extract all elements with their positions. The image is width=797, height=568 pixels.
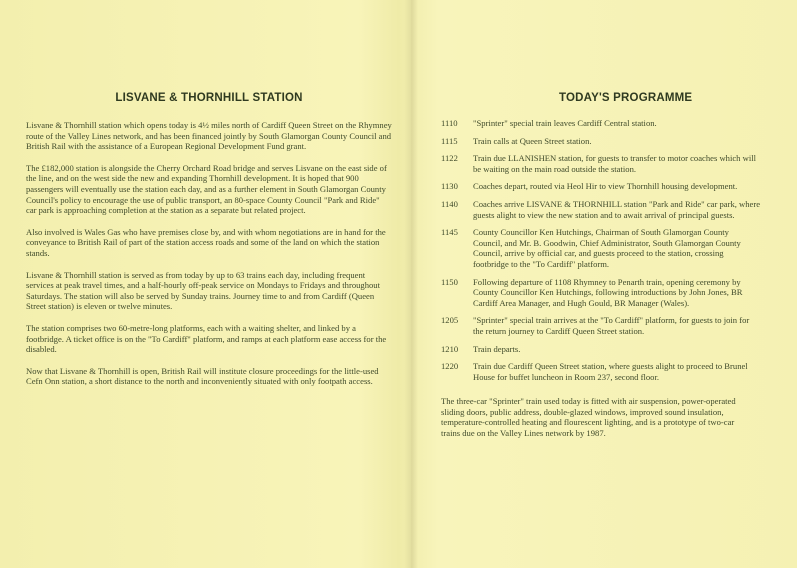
description-line: "Sprinter" special train arrives at the "To Cardiff" platform, for guests to join for <box>473 315 750 326</box>
paragraph-platforms: The station comprises two 60-metre-long platforms, each with a waiting shelter, and linked by a footbridge. A ticket office is on the "To Cardiff" platform, and ramps at each platform ease access for the disabled. <box>26 322 387 355</box>
page-fold <box>404 0 418 568</box>
programme-description <box>473 277 797 309</box>
programme-description <box>473 344 797 355</box>
description-line: guests alight to view the new station and to await arrival of principal guests. <box>473 209 735 220</box>
paragraph-wales-gas: Also involved is Wales Gas who have premises close by, and with whom negotiations are in hand for the conveyance to British Rail of part of the station access roads and some of the land on which the station stands. <box>26 226 386 258</box>
left-page <box>26 92 392 398</box>
programme-time: 1130 <box>441 181 458 192</box>
station-title: LISVANE & THORNHILL STATION <box>115 92 303 104</box>
programme-description <box>473 118 797 129</box>
description-line: Following departure of 1108 Rhymney to Penarth train, opening ceremony by <box>473 276 741 287</box>
description-line: Train due LLANISHEN station, for guests to transfer to motor coaches which will <box>473 153 756 164</box>
note-line: trains due on the Valley Lines network by 1987. <box>441 428 606 439</box>
paragraph-services: Lisvane & Thornhill station is served as from today by up to 63 trains each day, including frequent services at peak travel times, and a half-hourly off-peak service on Mondays to Fridays and throughout Saturdays. The station will also be served by Sunday trains. Journey time to and from Cardiff (Queen Street station) is eleven or twelve minutes. <box>26 269 380 312</box>
description-line: footbridge to the "To Cardiff" platform. <box>473 258 610 269</box>
description-line: the return journey to Cardiff Queen Street station. <box>473 325 645 336</box>
description-line: Coaches depart, routed via Heol Hir to view Thornhill housing development. <box>473 181 738 192</box>
programme-description <box>473 153 797 174</box>
description-line: be waiting on the main road outside the station. <box>473 163 637 174</box>
description-line: Train departs. <box>473 343 521 354</box>
description-line: Train calls at Queen Street station. <box>473 135 592 146</box>
description-line: County Councillor Ken Hutchings, following introductions by John Jones, BR <box>473 287 743 298</box>
programme-item <box>441 315 797 336</box>
programme-description <box>473 181 797 192</box>
programme-item <box>441 153 797 174</box>
programme-description <box>473 136 797 147</box>
description-line: Council, arrive by official car, and guests proceed to the station, crossing <box>473 248 724 259</box>
programme-title: TODAY'S PROGRAMME <box>559 92 693 104</box>
programme-description <box>473 227 797 269</box>
description-line: Coaches arrive LISVANE & THORNHILL station "Park and Ride" car park, where <box>473 198 761 209</box>
programme-time: 1115 <box>441 135 458 146</box>
description-line: Cardiff Area Manager, and Hugh Gould, BR Manager (Wales). <box>473 297 690 308</box>
programme-item <box>441 361 797 382</box>
programme-time: 1150 <box>441 276 458 287</box>
programme-time: 1140 <box>441 198 458 209</box>
programme-time: 1210 <box>441 343 459 354</box>
paragraph-location: The £182,000 station is alongside the Cherry Orchard Road bridge and serves Lisvane on the east side of the line, and on the west side the new and expanding Thornhill development. It is hoped that 900 passengers will eventually use the station each day, and as a further element in South Glamorgan County Council's policy to encourage the use of public transport, an 80-space County Council "Park and Ride" car park is approaching completion at the station as a separate but related project. <box>26 162 387 216</box>
sprinter-note <box>441 396 797 438</box>
programme-item <box>441 181 797 192</box>
programme-description <box>473 199 797 220</box>
programme-time: 1205 <box>441 315 459 326</box>
paragraph-closure: Now that Lisvane & Thornhill is open, British Rail will institute closure proceedings for the little-used Cefn Onn station, a short distance to the north and inconveniently situated with only footpath access. <box>26 365 379 387</box>
programme-description <box>473 361 797 382</box>
programme-time: 1220 <box>441 361 459 372</box>
description-line: Train due Cardiff Queen Street station, where guests alight to proceed to Brunel <box>473 361 748 372</box>
description-line: Council, and Mr. B. Goodwin, Chief Administrator, South Glamorgan County <box>473 237 741 248</box>
description-line: House for buffet luncheon in Room 237, second floor. <box>473 371 660 382</box>
programme-item <box>441 227 797 269</box>
description-line: County Councillor Ken Hutchings, Chairman of South Glamorgan County <box>473 227 729 238</box>
programme-time: 1145 <box>441 227 458 238</box>
programme-item <box>441 277 797 309</box>
programme-item <box>441 344 797 355</box>
programme-item <box>441 199 797 220</box>
description-line: "Sprinter" special train leaves Cardiff Central station. <box>473 118 657 128</box>
programme-time: 1110 <box>441 118 458 128</box>
programme-description <box>473 315 797 336</box>
note-line: The three-car "Sprinter" train used today is fitted with air suspension, power-operated <box>441 396 736 407</box>
programme-item <box>441 136 797 147</box>
right-page <box>441 92 797 439</box>
programme-item <box>441 118 797 129</box>
paragraph-intro: Lisvane & Thornhill station which opens today is 4½ miles north of Cardiff Queen Street on the Rhymney route of the Valley Lines network, and has been financed jointly by South Glamorgan County Council and British Rail with the assistance of a European Regional Development Fund grant. <box>26 120 392 152</box>
note-line: temperature-controlled heating and flourescent lighting, and is a prototype of two-car <box>441 417 735 428</box>
programme-time: 1122 <box>441 153 458 164</box>
note-line: sliding doors, public address, double-glazed windows, improved sound insulation, <box>441 406 724 417</box>
